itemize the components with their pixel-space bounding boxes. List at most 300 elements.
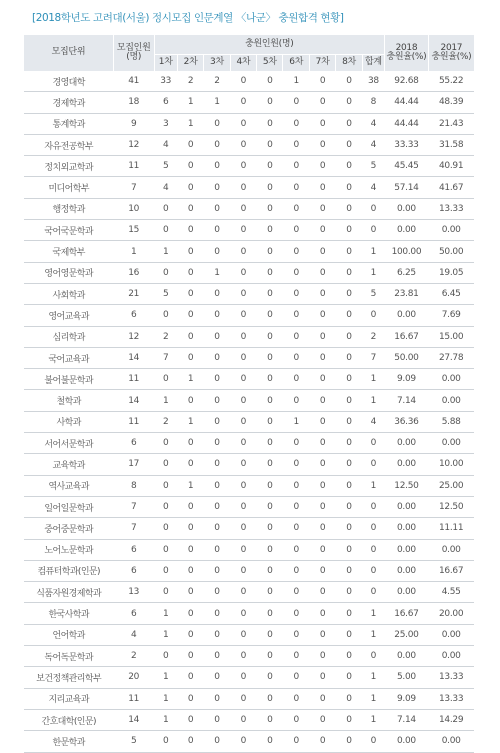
dept-cell: 지리교육과 [24, 688, 113, 709]
value-cell: 0 [204, 411, 230, 432]
value-cell: 0 [230, 731, 256, 752]
value-cell: 0 [309, 496, 335, 517]
table-row [24, 134, 474, 155]
value-cell: 0 [204, 198, 230, 219]
value-cell: 0 [257, 475, 283, 496]
value-cell: 1 [154, 624, 177, 645]
value-cell: 0 [230, 454, 256, 475]
value-cell: 0 [204, 646, 230, 667]
value-cell: 0 [309, 709, 335, 730]
value-cell: 0 [177, 496, 203, 517]
value-cell: 0 [362, 433, 384, 454]
value-cell: 0 [204, 518, 230, 539]
value-cell: 0 [336, 496, 362, 517]
value-cell: 0 [204, 709, 230, 730]
table-row [24, 582, 474, 603]
value-cell: 0 [336, 454, 362, 475]
table-row [24, 198, 474, 219]
value-cell: 4 [113, 624, 154, 645]
value-cell: 0 [309, 518, 335, 539]
value-cell: 0 [257, 220, 283, 241]
value-cell: 11 [113, 369, 154, 390]
value-cell: 0 [204, 496, 230, 517]
value-cell: 0 [154, 369, 177, 390]
value-cell: 0 [230, 369, 256, 390]
value-cell: 0 [336, 433, 362, 454]
value-cell: 45.45 [385, 156, 429, 177]
value-cell: 0 [257, 454, 283, 475]
value-cell: 0 [309, 688, 335, 709]
value-cell: 0 [257, 198, 283, 219]
admission-table [24, 35, 474, 753]
value-cell: 5.00 [385, 667, 429, 688]
dept-cell: 사회학과 [24, 283, 113, 304]
value-cell: 1 [177, 411, 203, 432]
value-cell: 50.00 [428, 241, 474, 262]
value-cell: 0 [204, 603, 230, 624]
value-cell: 0 [204, 667, 230, 688]
value-cell: 13.33 [428, 688, 474, 709]
value-cell: 0 [336, 475, 362, 496]
dept-cell: 국어교육과 [24, 347, 113, 368]
value-cell: 1 [362, 603, 384, 624]
value-cell: 0 [336, 582, 362, 603]
value-cell: 16.67 [428, 560, 474, 581]
value-cell: 0.00 [428, 369, 474, 390]
value-cell: 0 [283, 688, 309, 709]
value-cell: 0 [230, 646, 256, 667]
value-cell: 0 [257, 731, 283, 752]
value-cell: 0 [283, 667, 309, 688]
value-cell: 1 [283, 71, 309, 92]
header-rate-2018: 2018 충원율(%) [385, 35, 429, 71]
value-cell: 0 [336, 369, 362, 390]
value-cell: 0 [154, 454, 177, 475]
value-cell: 0.00 [385, 454, 429, 475]
table-row [24, 241, 474, 262]
value-cell: 0 [257, 241, 283, 262]
value-cell: 0 [309, 646, 335, 667]
value-cell: 0 [283, 518, 309, 539]
value-cell: 0 [204, 283, 230, 304]
value-cell: 11 [113, 156, 154, 177]
value-cell: 0 [204, 688, 230, 709]
value-cell: 0 [283, 496, 309, 517]
value-cell: 0 [257, 433, 283, 454]
value-cell: 0 [283, 475, 309, 496]
dept-cell: 간호대학(인문) [24, 709, 113, 730]
value-cell: 0 [309, 177, 335, 198]
value-cell: 0 [177, 560, 203, 581]
dept-cell: 서어서문학과 [24, 433, 113, 454]
dept-cell: 미디어학부 [24, 177, 113, 198]
value-cell: 0.00 [385, 539, 429, 560]
value-cell: 0 [309, 92, 335, 113]
value-cell: 0 [283, 198, 309, 219]
value-cell: 0 [309, 603, 335, 624]
value-cell: 13.33 [428, 667, 474, 688]
value-cell: 9.09 [385, 369, 429, 390]
value-cell: 0 [204, 731, 230, 752]
value-cell: 11 [113, 411, 154, 432]
value-cell: 41 [113, 71, 154, 92]
value-cell: 0 [283, 560, 309, 581]
value-cell: 6 [113, 305, 154, 326]
value-cell: 14.29 [428, 709, 474, 730]
header-total: 합계 [362, 55, 384, 72]
value-cell: 0 [283, 454, 309, 475]
value-cell: 0 [154, 433, 177, 454]
value-cell: 0.00 [385, 731, 429, 752]
table-row [24, 624, 474, 645]
header-round: 5차 [257, 55, 283, 72]
value-cell: 2 [204, 71, 230, 92]
value-cell: 14 [113, 347, 154, 368]
value-cell: 0 [230, 603, 256, 624]
value-cell: 0 [204, 539, 230, 560]
value-cell: 0 [230, 156, 256, 177]
value-cell: 0 [204, 624, 230, 645]
dept-cell: 언어학과 [24, 624, 113, 645]
table-row [24, 113, 474, 134]
value-cell: 2 [113, 646, 154, 667]
value-cell: 0 [309, 305, 335, 326]
value-cell: 16.67 [385, 603, 429, 624]
value-cell: 4.55 [428, 582, 474, 603]
value-cell: 0.00 [385, 496, 429, 517]
value-cell: 4 [362, 177, 384, 198]
value-cell: 50.00 [385, 347, 429, 368]
table-row [24, 390, 474, 411]
value-cell: 0 [283, 390, 309, 411]
value-cell: 16.67 [385, 326, 429, 347]
value-cell: 44.44 [385, 113, 429, 134]
value-cell: 0 [362, 454, 384, 475]
dept-cell: 독어독문학과 [24, 646, 113, 667]
value-cell: 21.43 [428, 113, 474, 134]
table-row [24, 539, 474, 560]
value-cell: 0 [336, 667, 362, 688]
value-cell: 55.22 [428, 71, 474, 92]
value-cell: 0 [230, 709, 256, 730]
value-cell: 0 [336, 411, 362, 432]
value-cell: 0 [309, 560, 335, 581]
table-row [24, 92, 474, 113]
value-cell: 0 [362, 305, 384, 326]
value-cell: 0 [204, 305, 230, 326]
value-cell: 7 [113, 518, 154, 539]
table-row [24, 603, 474, 624]
value-cell: 0.00 [428, 624, 474, 645]
table-row [24, 454, 474, 475]
value-cell: 1 [177, 92, 203, 113]
value-cell: 1 [362, 624, 384, 645]
value-cell: 0 [230, 539, 256, 560]
value-cell: 33 [154, 71, 177, 92]
header-round: 4차 [230, 55, 256, 72]
value-cell: 0 [283, 433, 309, 454]
value-cell: 7 [113, 177, 154, 198]
value-cell: 0 [309, 539, 335, 560]
header-rate-2017: 2017 충원율(%) [428, 35, 474, 71]
value-cell: 33.33 [385, 134, 429, 155]
value-cell: 0 [336, 92, 362, 113]
value-cell: 0.00 [385, 518, 429, 539]
table-row [24, 283, 474, 304]
value-cell: 0.00 [428, 433, 474, 454]
value-cell: 0 [362, 731, 384, 752]
value-cell: 0 [230, 326, 256, 347]
value-cell: 0 [230, 177, 256, 198]
dept-cell: 일어일문학과 [24, 496, 113, 517]
table-row [24, 709, 474, 730]
value-cell: 0 [362, 646, 384, 667]
value-cell: 0 [204, 241, 230, 262]
value-cell: 0 [283, 305, 309, 326]
value-cell: 1 [154, 603, 177, 624]
value-cell: 7 [113, 496, 154, 517]
value-cell: 0 [336, 603, 362, 624]
value-cell: 0 [283, 709, 309, 730]
dept-cell: 자유전공학부 [24, 134, 113, 155]
value-cell: 0 [230, 92, 256, 113]
value-cell: 1 [204, 262, 230, 283]
table-row [24, 518, 474, 539]
value-cell: 0 [154, 646, 177, 667]
value-cell: 0 [230, 347, 256, 368]
value-cell: 0 [154, 475, 177, 496]
value-cell: 0 [204, 220, 230, 241]
value-cell: 0 [177, 582, 203, 603]
value-cell: 0 [362, 518, 384, 539]
value-cell: 12.50 [385, 475, 429, 496]
value-cell: 0 [230, 283, 256, 304]
value-cell: 0 [257, 667, 283, 688]
table-row [24, 560, 474, 581]
value-cell: 7 [154, 347, 177, 368]
value-cell: 0 [309, 411, 335, 432]
value-cell: 6 [113, 560, 154, 581]
value-cell: 14 [113, 709, 154, 730]
value-cell: 57.14 [385, 177, 429, 198]
value-cell: 38 [362, 71, 384, 92]
value-cell: 5 [362, 156, 384, 177]
value-cell: 6.25 [385, 262, 429, 283]
value-cell: 0 [257, 411, 283, 432]
value-cell: 7.14 [385, 390, 429, 411]
table-row [24, 71, 474, 92]
table-row [24, 433, 474, 454]
value-cell: 7.14 [385, 709, 429, 730]
value-cell: 0 [204, 433, 230, 454]
value-cell: 0.00 [385, 433, 429, 454]
value-cell: 1 [154, 688, 177, 709]
value-cell: 10.00 [428, 454, 474, 475]
value-cell: 0 [257, 496, 283, 517]
header-round: 8차 [336, 55, 362, 72]
value-cell: 0 [154, 560, 177, 581]
value-cell: 0 [257, 369, 283, 390]
value-cell: 12 [113, 134, 154, 155]
value-cell: 6 [113, 433, 154, 454]
value-cell: 6 [154, 92, 177, 113]
value-cell: 17 [113, 454, 154, 475]
value-cell: 0 [230, 241, 256, 262]
header-dept: 모집단위 [24, 35, 113, 71]
value-cell: 0 [309, 134, 335, 155]
value-cell: 0 [283, 156, 309, 177]
value-cell: 0 [230, 518, 256, 539]
value-cell: 0 [177, 198, 203, 219]
value-cell: 0 [230, 688, 256, 709]
value-cell: 1 [362, 262, 384, 283]
dept-cell: 심리학과 [24, 326, 113, 347]
value-cell: 0.00 [428, 390, 474, 411]
value-cell: 0 [177, 347, 203, 368]
value-cell: 19.05 [428, 262, 474, 283]
value-cell: 0 [283, 113, 309, 134]
value-cell: 0 [257, 283, 283, 304]
value-cell: 1 [177, 113, 203, 134]
value-cell: 0 [336, 731, 362, 752]
page-title: [2018학년도 고려대(서울) 정시모집 인문계열 〈나군〉 충원합격 현황] [32, 12, 344, 24]
dept-cell: 보건정책관리학부 [24, 667, 113, 688]
value-cell: 0 [283, 134, 309, 155]
value-cell: 1 [154, 667, 177, 688]
value-cell: 0 [362, 560, 384, 581]
table-row [24, 220, 474, 241]
value-cell: 0 [154, 582, 177, 603]
value-cell: 2 [362, 326, 384, 347]
value-cell: 0 [336, 347, 362, 368]
dept-cell: 통계학과 [24, 113, 113, 134]
value-cell: 0 [309, 475, 335, 496]
dept-cell: 한국사학과 [24, 603, 113, 624]
value-cell: 6.45 [428, 283, 474, 304]
value-cell: 0 [154, 220, 177, 241]
value-cell: 2 [177, 71, 203, 92]
value-cell: 0 [204, 560, 230, 581]
value-cell: 0 [230, 667, 256, 688]
value-cell: 0 [230, 113, 256, 134]
value-cell: 0 [177, 433, 203, 454]
value-cell: 0 [336, 241, 362, 262]
value-cell: 1 [362, 241, 384, 262]
value-cell: 0.00 [428, 539, 474, 560]
value-cell: 0 [154, 305, 177, 326]
value-cell: 0 [283, 624, 309, 645]
table-row [24, 731, 474, 752]
value-cell: 0 [257, 177, 283, 198]
value-cell: 0.00 [385, 220, 429, 241]
value-cell: 6 [113, 603, 154, 624]
table-row [24, 688, 474, 709]
value-cell: 12.50 [428, 496, 474, 517]
value-cell: 0 [204, 390, 230, 411]
value-cell: 0 [230, 496, 256, 517]
value-cell: 0 [177, 709, 203, 730]
value-cell: 9.09 [385, 688, 429, 709]
value-cell: 0 [230, 71, 256, 92]
value-cell: 0 [362, 198, 384, 219]
value-cell: 0 [204, 347, 230, 368]
value-cell: 0 [257, 113, 283, 134]
value-cell: 0 [230, 305, 256, 326]
value-cell: 0 [309, 71, 335, 92]
value-cell: 92.68 [385, 71, 429, 92]
value-cell: 0.00 [385, 646, 429, 667]
value-cell: 0 [177, 283, 203, 304]
value-cell: 0 [336, 688, 362, 709]
value-cell: 0 [309, 113, 335, 134]
value-cell: 0 [309, 198, 335, 219]
value-cell: 0 [257, 347, 283, 368]
value-cell: 1 [113, 241, 154, 262]
value-cell: 0 [257, 624, 283, 645]
value-cell: 0 [336, 283, 362, 304]
value-cell: 0 [177, 156, 203, 177]
value-cell: 0 [309, 347, 335, 368]
value-cell: 0.00 [428, 646, 474, 667]
table-row [24, 347, 474, 368]
value-cell: 0 [230, 624, 256, 645]
value-cell: 5 [154, 156, 177, 177]
value-cell: 0 [283, 582, 309, 603]
dept-cell: 정치외교학과 [24, 156, 113, 177]
value-cell: 14 [113, 390, 154, 411]
value-cell: 0 [204, 369, 230, 390]
value-cell: 0 [177, 390, 203, 411]
value-cell: 0 [283, 731, 309, 752]
value-cell: 48.39 [428, 92, 474, 113]
dept-cell: 중어중문학과 [24, 518, 113, 539]
value-cell: 0 [177, 220, 203, 241]
value-cell: 0 [283, 241, 309, 262]
value-cell: 0 [309, 582, 335, 603]
table-row [24, 411, 474, 432]
value-cell: 0 [257, 390, 283, 411]
value-cell: 0 [257, 156, 283, 177]
value-cell: 0 [336, 518, 362, 539]
value-cell: 100.00 [385, 241, 429, 262]
value-cell: 0 [309, 326, 335, 347]
value-cell: 0 [283, 347, 309, 368]
value-cell: 0 [230, 475, 256, 496]
value-cell: 0 [257, 305, 283, 326]
dept-cell: 식품자원경제학과 [24, 582, 113, 603]
table-row [24, 369, 474, 390]
dept-cell: 교육학과 [24, 454, 113, 475]
value-cell: 0 [257, 688, 283, 709]
value-cell: 0 [230, 198, 256, 219]
value-cell: 0 [257, 560, 283, 581]
dept-cell: 경제학과 [24, 92, 113, 113]
value-cell: 2 [154, 326, 177, 347]
table-row [24, 646, 474, 667]
value-cell: 8 [113, 475, 154, 496]
value-cell: 0 [177, 518, 203, 539]
value-cell: 11 [113, 688, 154, 709]
value-cell: 18 [113, 92, 154, 113]
value-cell: 0.00 [385, 582, 429, 603]
value-cell: 0.00 [385, 198, 429, 219]
value-cell: 0 [309, 262, 335, 283]
dept-cell: 역사교육과 [24, 475, 113, 496]
value-cell: 0 [204, 475, 230, 496]
table-row [24, 156, 474, 177]
value-cell: 0 [257, 326, 283, 347]
value-cell: 0 [257, 134, 283, 155]
